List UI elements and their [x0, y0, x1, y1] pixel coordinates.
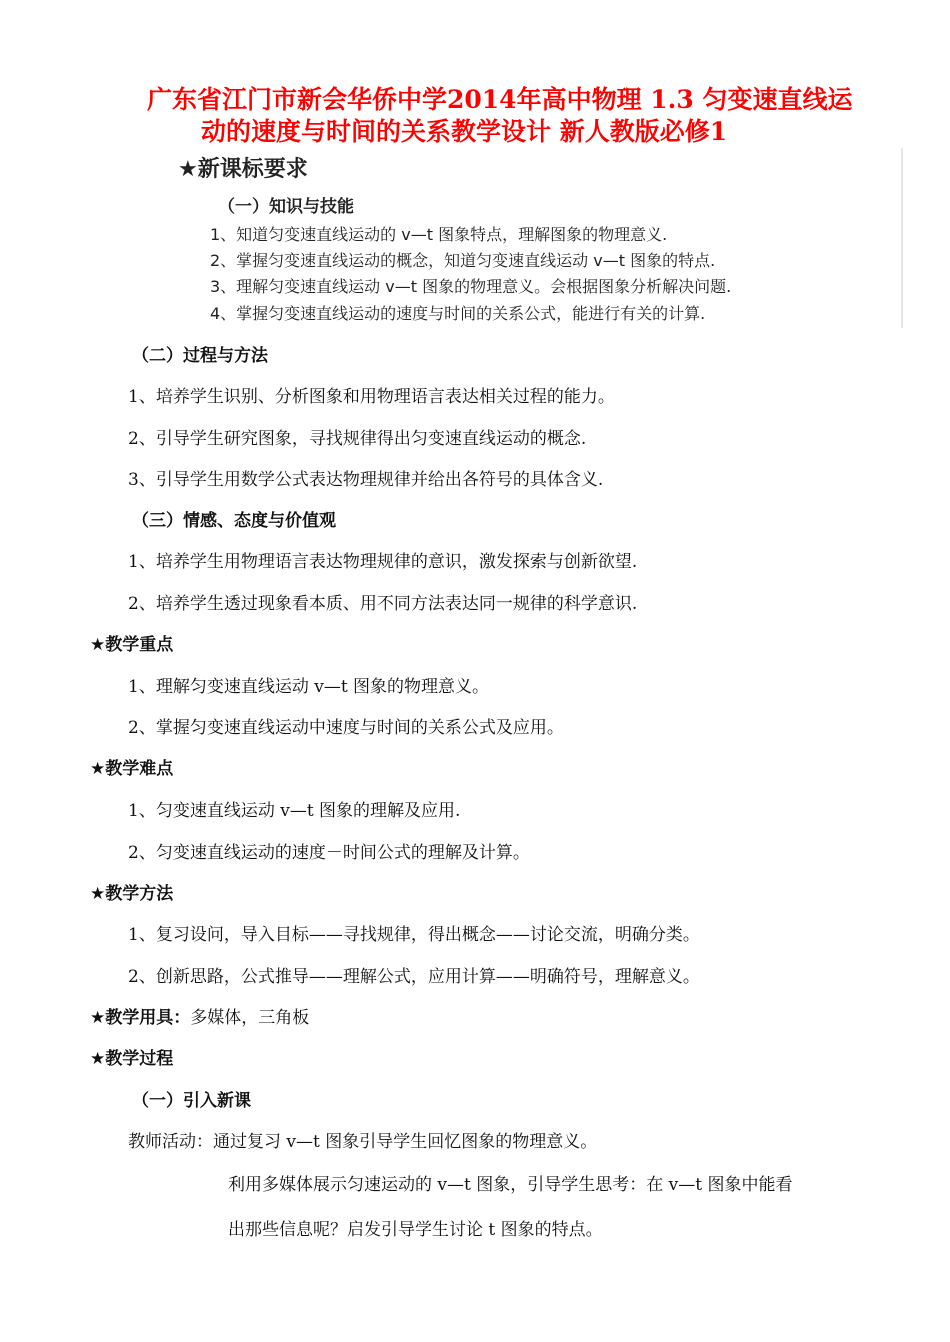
curriculum-requirements-image: [170, 148, 903, 328]
difficulty-item: 2、匀变速直线运动的速度－时间公式的理解及计算。: [128, 843, 530, 863]
document-title-line-2: 动的速度与时间的关系教学设计 新人教版必修1: [201, 117, 728, 146]
knowledge-item: 3、理解匀变速直线运动 v—t 图象的物理意义。会根据图象分析解决问题.: [210, 277, 732, 296]
procedure-heading: ★教学过程: [90, 1049, 174, 1069]
procedure-text: 利用多媒体展示匀速运动的 v—t 图象，引导学生思考：在 v—t 图象中能看: [228, 1175, 793, 1195]
knowledge-item: 1、知道匀变速直线运动的 v—t 图象特点，理解图象的物理意义.: [210, 225, 668, 244]
key-point-item: 1、理解匀变速直线运动 v—t 图象的物理意义。: [128, 677, 490, 697]
procedure-text: 出那些信息呢？启发引导学生讨论 t 图象的特点。: [228, 1220, 603, 1240]
difficulties-heading: ★教学难点: [90, 759, 174, 779]
process-item: 1、培养学生识别、分析图象和用物理语言表达相关过程的能力。: [128, 387, 615, 407]
introduction-heading: （一）引入新课: [132, 1091, 251, 1111]
process-item: 2、引导学生研究图象，寻找规律得出匀变速直线运动的概念.: [128, 429, 587, 449]
knowledge-item: 4、掌握匀变速直线运动的速度与时间的关系公式，能进行有关的计算.: [210, 304, 706, 323]
teaching-tools-text: 多媒体，三角板: [190, 1008, 310, 1028]
methods-heading: ★教学方法: [90, 884, 174, 904]
key-points-heading: ★教学重点: [90, 635, 174, 655]
key-point-item: 2、掌握匀变速直线运动中速度与时间的关系公式及应用。: [128, 718, 564, 738]
process-methods-heading: （二）过程与方法: [132, 346, 268, 366]
emotion-item: 2、培养学生透过现象看本质、用不同方法表达同一规律的科学意识.: [128, 594, 638, 614]
teaching-tools-line: [90, 1007, 309, 1029]
process-item: 3、引导学生用数学公式表达物理规律并给出各符号的具体含义.: [128, 470, 604, 490]
emotion-item: 1、培养学生用物理语言表达物理规律的意识，激发探索与创新欲望.: [128, 552, 638, 572]
knowledge-skills-heading: （一）知识与技能: [218, 197, 354, 217]
difficulty-item: 1、匀变速直线运动 v—t 图象的理解及应用.: [128, 801, 461, 821]
document-title-line-1: 广东省江门市新会华侨中学2014年高中物理 1.3 匀变速直线运: [147, 85, 853, 114]
knowledge-item: 2、掌握匀变速直线运动的概念，知道匀变速直线运动 v—t 图象的特点.: [210, 251, 716, 270]
teaching-tools-heading: ★教学用具：: [90, 1008, 191, 1028]
method-item: 1、复习设问，导入目标——寻找规律，得出概念——讨论交流，明确分类。: [128, 925, 700, 945]
curriculum-heading: ★新课标要求: [178, 157, 308, 182]
procedure-text: 教师活动：通过复习 v—t 图象引导学生回忆图象的物理意义。: [128, 1132, 598, 1152]
image-edge: [901, 148, 903, 328]
method-item: 2、创新思路，公式推导——理解公式，应用计算——明确符号，理解意义。: [128, 967, 700, 987]
emotion-values-heading: （三）情感、态度与价值观: [132, 511, 336, 531]
